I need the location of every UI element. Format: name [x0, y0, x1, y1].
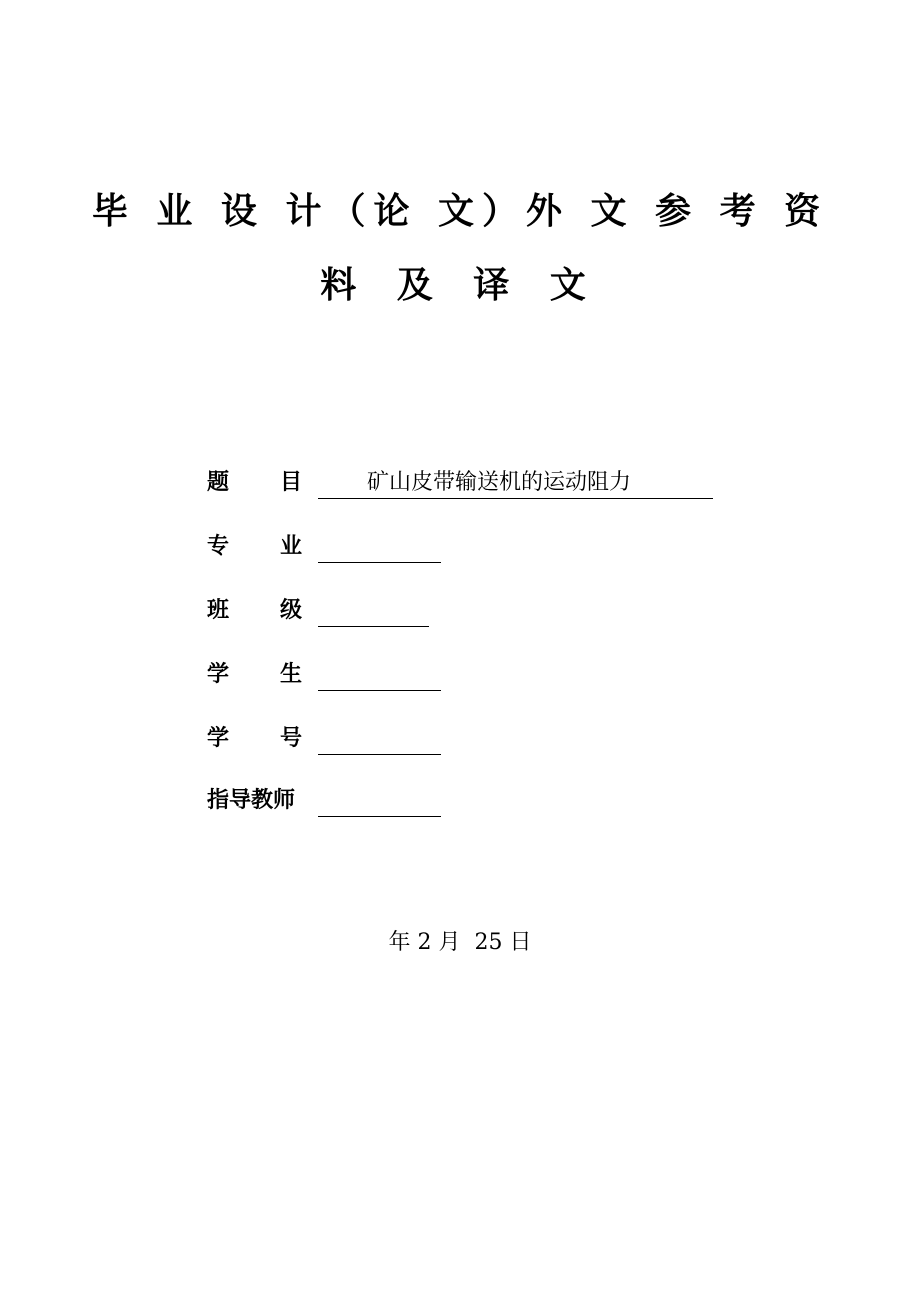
month-label: 月 [438, 930, 461, 955]
class-underline [318, 626, 429, 627]
topic-value: 矿山皮带输送机的运动阻力 [367, 470, 632, 495]
day-value: 25 [474, 930, 503, 955]
date-line [0, 928, 920, 958]
month-value: 2 [417, 930, 432, 955]
major-underline [318, 562, 441, 563]
year-label: 年 [388, 930, 411, 955]
advisor-label: 指导教师 [207, 788, 296, 813]
advisor-underline [318, 816, 441, 817]
student-underline [318, 690, 441, 691]
document-title-line-1: 毕 业 设 计（论 文）外 文 参 考 资 [91, 191, 829, 232]
day-label: 日 [509, 930, 532, 955]
document-title-line-2: 料 及 译 文 [320, 265, 600, 306]
student-id-underline [318, 754, 441, 755]
